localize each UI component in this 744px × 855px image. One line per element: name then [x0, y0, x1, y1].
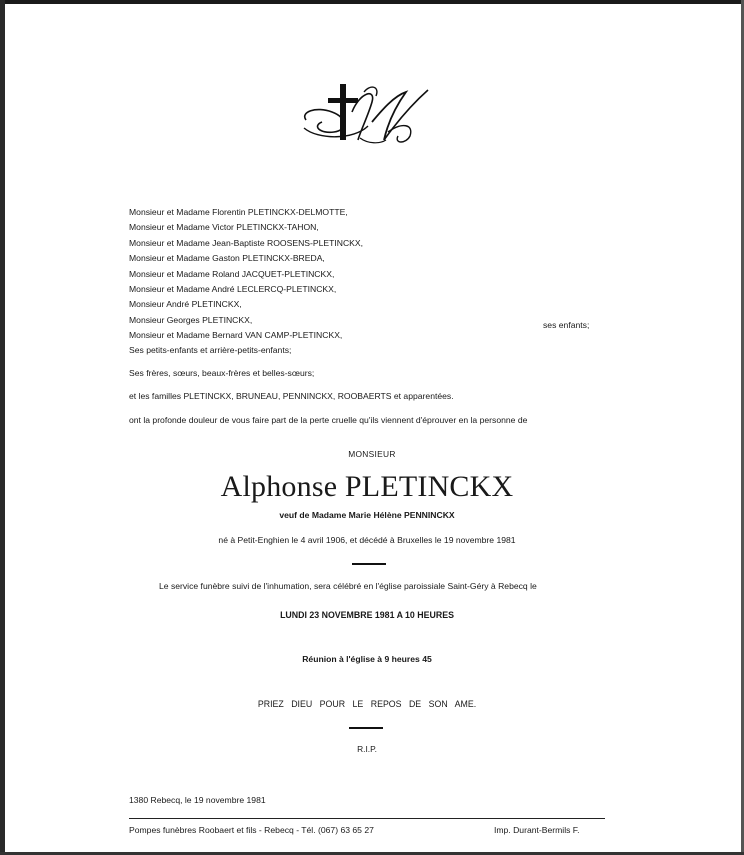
- widow-of-line: veuf de Madame Marie Hélène PENNINCKX: [279, 510, 455, 520]
- family-member: Monsieur et Madame André LECLERCQ-PLETINCKX,: [129, 284, 337, 295]
- funeral-service-text: Le service funèbre suivi de l'inhumation, sera célébré en l'église paroissiale Saint-Géry à Rebecq le: [159, 581, 537, 591]
- family-list: [129, 205, 609, 344]
- family-member: Monsieur André PLETINCKX,: [129, 299, 242, 310]
- frame-left-edge: [0, 0, 5, 855]
- family-member: Monsieur et Madame Gaston PLETINCKX-BREDA,: [129, 253, 325, 264]
- family-member: Monsieur et Madame Jean-Baptiste ROOSENS-PLETINCKX,: [129, 237, 364, 248]
- place-date-line: 1380 Rebecq, le 19 novembre 1981: [129, 795, 266, 805]
- family-member: Monsieur et Madame Victor PLETINCKX-TAHON,: [129, 222, 319, 233]
- family-member: Monsieur Georges PLETINCKX,: [129, 314, 253, 325]
- siblings-line: Ses frères, sœurs, beaux-frères et belles-sœurs;: [129, 368, 315, 378]
- funeral-date: LUNDI 23 NOVEMBRE 1981 A 10 HEURES: [280, 610, 454, 620]
- grandchildren-line: Ses petits-enfants et arrière-petits-enfants;: [129, 345, 292, 355]
- undertaker-line: Pompes funèbres Roobaert et fils - Rebecq - Tél. (067) 63 65 27: [129, 825, 374, 835]
- family-member: Monsieur et Madame Florentin PLETINCKX-DELMOTTE,: [129, 207, 348, 217]
- divider-rule: [352, 563, 386, 565]
- family-member: Monsieur et Madame Roland JACQUET-PLETINCKX,: [129, 268, 335, 279]
- birth-death-line: né à Petit-Enghien le 4 avril 1906, et décédé à Bruxelles le 19 novembre 1981: [218, 535, 516, 545]
- printer-line: Imp. Durant-Bermils F.: [494, 825, 580, 835]
- cross-monogram-icon: [298, 82, 438, 152]
- church-reunion-line: Réunion à l'église à 9 heures 45: [302, 654, 432, 664]
- divider-rule: [349, 727, 383, 729]
- frame-top-edge: [0, 0, 744, 4]
- family-member: Monsieur et Madame Bernard VAN CAMP-PLETINCKX,: [129, 330, 343, 341]
- announcement-text: ont la profonde douleur de vous faire part de la perte cruelle qu'ils viennent d'éprouver en la personne de: [129, 415, 528, 425]
- prayer-line: PRIEZ DIEU POUR LE REPOS DE SON AME.: [257, 699, 477, 709]
- footer-rule: [129, 818, 605, 819]
- families-line: et les familles PLETINCKX, BRUNEAU, PENNINCKX, ROOBAERTS et apparentées.: [129, 391, 454, 401]
- honorific: MONSIEUR: [348, 449, 396, 459]
- children-label: ses enfants;: [543, 320, 590, 330]
- rip-text: R.I.P.: [357, 744, 377, 754]
- deceased-name: Alphonse PLETINCKX: [220, 470, 514, 503]
